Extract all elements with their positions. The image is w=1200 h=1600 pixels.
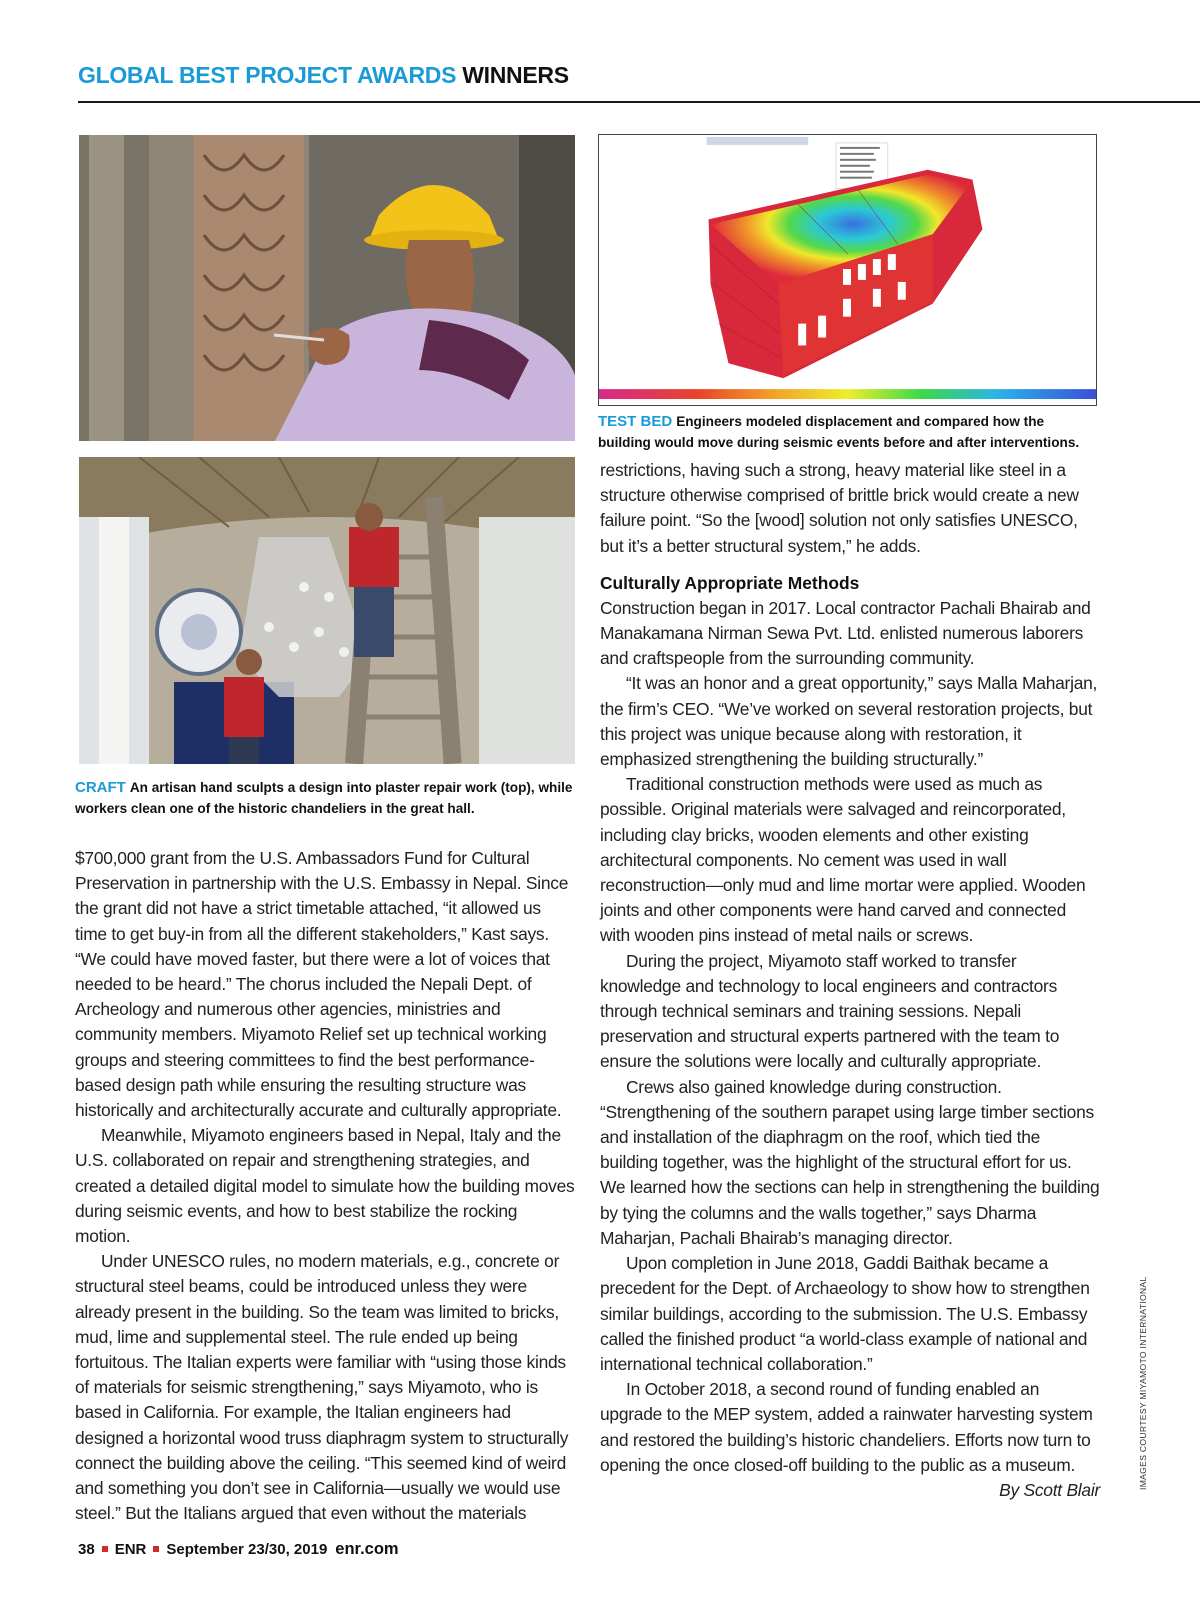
testbed-caption-text: Engineers modeled displacement and compared how the building would move during seismic events before and after interventions.	[598, 414, 1080, 450]
artisan-photo	[79, 135, 575, 441]
body-paragraph: $700,000 grant from the U.S. Ambassadors Fund for Cultural Preservation in partnership with the U.S. Embassy in Nepal. Since the grant did not have a strict timetable attached, “it allowed us time to get buy-in from all the different stakeholders,” Kast says. “We could have moved faster, but there were a lot of voices that needed to be heard.” The chorus included the Nepali Dept. of Archeology and numerous other agencies, ministries and community members. Miyamoto Relief set up technical working groups and steering committees to find the best performance-based design path while ensuring the resulting structure was historically and architecturally accurate and culturally appropriate.	[75, 848, 569, 1121]
website-link[interactable]: enr.com	[335, 1540, 399, 1558]
body-paragraph: Crews also gained knowledge during construction. “Strengthening of the southern parapet using large timber sections and installation of the diaphragm on the roof, which tied the building together, was the highlight of the structural effort for us. We learned how the sections can help in strengthening the building by tying the columns and the walls together,” says Dharma Maharjan, Pachali Bhairab’s managing director.	[600, 1076, 1100, 1248]
section-header	[78, 62, 569, 89]
subhead: Culturally Appropriate Methods	[600, 572, 860, 593]
testbed-caption-tag: TEST BED	[598, 413, 673, 430]
body-paragraph: Upon completion in June 2018, Gaddi Baithak became a precedent for the Dept. of Archaeology to show how to strengthen similar buildings, according to the submission. The U.S. Embassy called the finished product “a world-class example of national and international technical collaboration.”	[600, 1253, 1090, 1374]
footer-square-icon	[153, 1546, 159, 1552]
left-column	[75, 846, 577, 1526]
body-paragraph: Under UNESCO rules, no modern materials, e.g., concrete or structural steel beams, could be introduced unless they were already present in the building. So the team was limited to bricks, mud, lime and supplemental steel. The rule ended up being fortuitous. The Italian experts were familiar with “using those kinds of materials for seismic strengthening,” says Miyamoto, who is based in California. For example, the Italian engineers had designed a horizontal wood truss diaphragm system to structurally connect the building above the ceiling. “This seemed kind of weird and something you don’t see in California—usually we would use steel.” But the Italians argued that even without the materials	[75, 1251, 569, 1524]
body-paragraph: Traditional construction methods were used as much as possible. Original materials were salvaged and reincorporated, including clay bricks, wooden elements and other existing architectural components. No cement was used in wall reconstruction—only mud and lime mortar were applied. Wooden joints and other components were hand carved and connected with wooden pins instead of metal nails or screws.	[600, 774, 1086, 946]
byline: By Scott Blair	[999, 1479, 1100, 1500]
body-paragraph: During the project, Miyamoto staff worked to transfer knowledge and technology to local engineers and contractors through technical seminars and training sessions. Nepali preservation and structural experts partnered with the team to ensure the solutions were locally and culturally appropriate.	[600, 950, 1060, 1072]
chandelier-photo	[79, 457, 575, 764]
section-subtitle: WINNERS	[462, 62, 569, 88]
page-footer	[78, 1540, 399, 1559]
section-title: GLOBAL BEST PROJECT AWARDS	[78, 62, 457, 88]
right-column	[600, 458, 1100, 1503]
magazine-name: ENR	[114, 1541, 147, 1558]
issue-date: September 23/30, 2019	[166, 1541, 328, 1558]
footer-square-icon	[102, 1546, 108, 1552]
photo-credit: IMAGES COURTESY MIYAMOTO INTERNATIONAL	[1138, 1276, 1148, 1490]
body-paragraph: In October 2018, a second round of funding enabled an upgrade to the MEP system, added a rainwater harvesting system and restored the building’s historic chandeliers. Efforts now turn to opening the once closed-off building to the public as a museum.	[600, 1379, 1093, 1475]
body-paragraph: Construction began in 2017. Local contractor Pachali Bhairab and Manakamana Nirman Sewa Pvt. Ltd. enlisted numerous laborers and craftspeople from the surrounding community.	[600, 597, 1091, 669]
craft-caption	[75, 777, 575, 819]
craft-caption-text: An artisan hand sculpts a design into plaster repair work (top), while workers clean one of the historic chandeliers in the great hall.	[75, 780, 573, 816]
craft-caption-tag: CRAFT	[75, 779, 126, 796]
displacement-model-image	[598, 134, 1097, 406]
header-rule	[78, 101, 1200, 103]
body-paragraph: restrictions, having such a strong, heavy material like steel in a structure otherwise comprised of brittle brick would create a new failure point. “So the [wood] solution not only satisfies UNESCO, but it’s a better structural system,” he adds.	[600, 460, 1079, 556]
page-number: 38	[78, 1541, 95, 1558]
testbed-caption	[598, 411, 1098, 453]
body-paragraph: “It was an honor and a great opportunity,” says Malla Maharjan, the firm’s CEO. “We’ve worked on several restoration projects, but this project was unique because along with restoration, it emphasized strengthening the building structurally.”	[600, 673, 1098, 770]
body-paragraph: Meanwhile, Miyamoto engineers based in Nepal, Italy and the U.S. collaborated on repair and strengthening strategies, and created a detailed digital model to simulate how the building moves during seismic events, and how to best stabilize the rocking motion.	[75, 1125, 575, 1247]
